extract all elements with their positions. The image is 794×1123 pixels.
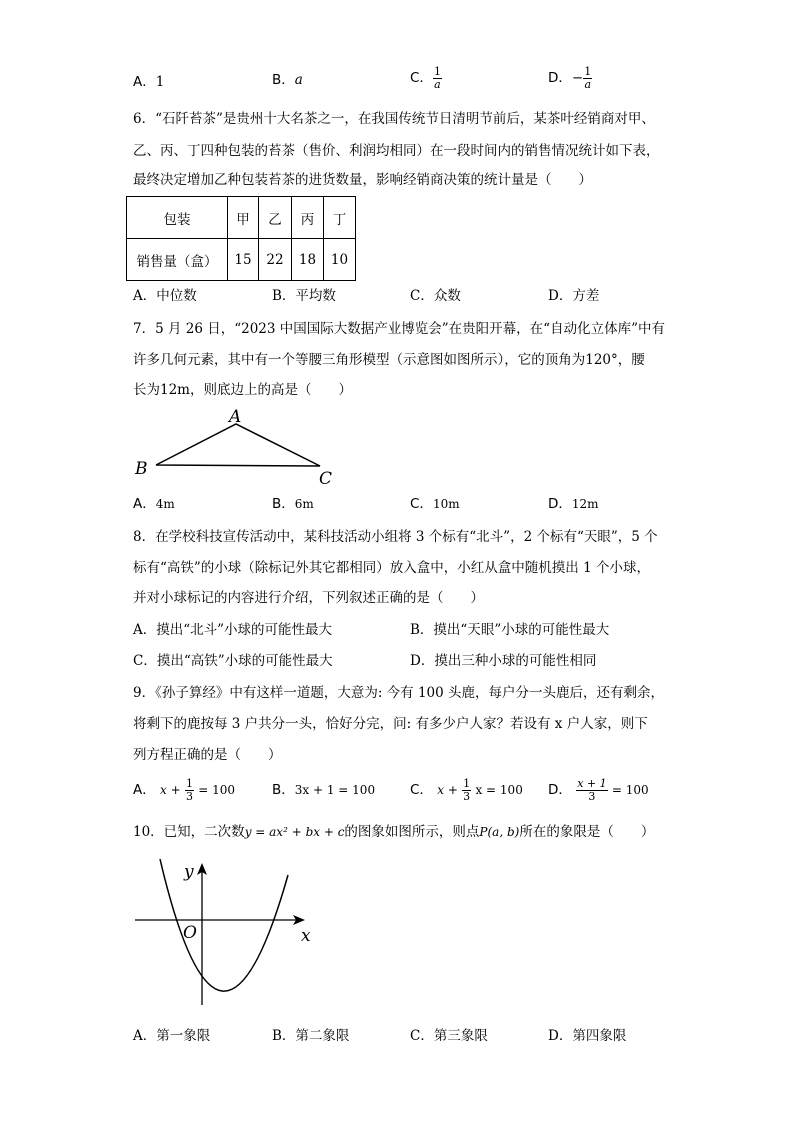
leg-length: 12m (160, 382, 190, 398)
option-label: C． (410, 496, 433, 512)
q9-stem-line2: 将剩下的鹿按每 3 户共分一头，恰好分完，问: 有多少户人家？若设有 x 户人家，则下 (133, 716, 648, 732)
option-label: D． (548, 782, 572, 798)
sales-table (126, 196, 356, 281)
fraction (576, 778, 607, 803)
fraction-numerator: x + 1 (577, 777, 607, 790)
triangle-outline (156, 424, 320, 466)
q9-option-c[interactable] (410, 778, 523, 803)
x-axis-label: x (301, 926, 311, 946)
q10-stem (133, 822, 654, 842)
q10-option-c[interactable]: C．第三象限 (410, 1028, 488, 1044)
equation-part: = 100 (198, 783, 236, 797)
equation-part: = 100 (611, 783, 649, 797)
point-p: P(a, b) (479, 825, 520, 839)
q6-option-d[interactable]: D．方差 (548, 288, 600, 304)
vertex-angle: 120° (585, 352, 618, 368)
q6-option-a[interactable]: A．中位数 (133, 288, 197, 304)
option-label: B． (272, 496, 295, 512)
table-cell: 甲 (228, 197, 259, 239)
vertex-label-c: C (319, 469, 333, 489)
y-axis-label: y (184, 862, 194, 882)
q7-stem-line3 (133, 380, 352, 400)
fraction-numerator: 1 (463, 777, 471, 790)
stem-text: 10．已知，二次数 (133, 824, 245, 840)
option-value: 4m (155, 497, 175, 511)
equation: 3x + 1 = 100 (294, 783, 376, 797)
q9-stem-line3: 列方程正确的是（ ） (133, 747, 282, 763)
vertex-label-b: B (135, 459, 148, 479)
isosceles-triangle-figure (130, 404, 350, 490)
fraction-numerator: 1 (185, 777, 193, 790)
q7-option-c[interactable] (410, 494, 460, 514)
table-cell: 18 (292, 239, 324, 281)
q8-option-b[interactable]: B．摸出“天眼”小球的可能性最大 (410, 622, 610, 638)
fraction-denominator: 3 (463, 790, 471, 803)
minus-sign: − (571, 70, 584, 86)
q5-option-c[interactable] (410, 66, 442, 91)
q8-option-d[interactable]: D．摸出三种小球的可能性相同 (410, 653, 597, 669)
q6-stem-line1: 6．“石阡苔茶”是贵州十大名茶之一，在我国传统节日清明节前后，某茶叶经销商对甲、 (133, 111, 655, 127)
fraction-denominator: a (584, 78, 591, 91)
q5-option-a[interactable] (133, 72, 164, 92)
option-label: C． (410, 70, 433, 86)
stem-text: 许多几何元素，其中有一个等腰三角形模型（示意图如图所示），它的顶角为 (133, 352, 586, 368)
q10-option-d[interactable]: D．第四象限 (548, 1028, 627, 1044)
option-label: D． (548, 70, 572, 86)
fraction (583, 66, 592, 91)
table-row (127, 239, 356, 281)
table-cell: 丁 (324, 197, 356, 239)
table-row (127, 197, 356, 239)
q9-stem-line1: 9．《孙子算经》中有这样一道题，大意为: 今有 100 头鹿，每户分一头鹿后，还有剩余， (133, 685, 665, 701)
parabola-graph (125, 855, 325, 1015)
q7-option-d[interactable] (548, 494, 599, 514)
option-value: 6m (294, 497, 314, 511)
equation-part: x + (437, 783, 458, 797)
option-label: C． (410, 782, 433, 798)
fraction-denominator: 3 (185, 790, 193, 803)
vertex-label-a: A (229, 407, 242, 427)
table-header-cell: 包装 (127, 197, 228, 239)
q5-option-d[interactable] (548, 66, 592, 91)
q9-option-d[interactable] (548, 778, 649, 803)
option-label: A． (133, 496, 156, 512)
option-label: B． (272, 72, 295, 88)
table-header-cell: 销售量（盒） (127, 239, 228, 281)
q6-stem-line2: 乙、丙、丁四种包装的苔茶（售价、利润均相同）在一段时间内的销售情况统计如下表， (133, 143, 660, 159)
q7-option-a[interactable] (133, 494, 175, 514)
stem-text: 长为 (133, 382, 160, 398)
fraction (185, 778, 194, 803)
fraction-numerator: 1 (433, 65, 441, 78)
q9-option-a[interactable] (133, 778, 235, 803)
option-value: 12m (571, 497, 599, 511)
q8-stem-line3: 并对小球标记的内容进行介绍，下列叙述正确的是（ ） (133, 590, 484, 606)
fraction-denominator: 3 (588, 790, 596, 803)
table-cell: 丙 (292, 197, 324, 239)
q6-option-c[interactable]: C．众数 (410, 288, 461, 304)
option-value: 10m (432, 497, 460, 511)
fraction-numerator: 1 (584, 65, 592, 78)
q8-stem-line2: 标有“高铁”的小球（除标记外其它都相同）放入盒中，小红从盒中随机摸出 1 个小球， (133, 560, 650, 576)
option-label: D． (548, 496, 572, 512)
q5-option-b[interactable] (272, 70, 303, 90)
stem-text: 所在的象限是（ ） (519, 824, 655, 840)
quadratic-formula: y = ax² + bx + c (244, 825, 345, 839)
q8-option-c[interactable]: C．摸出“高铁”小球的可能性最大 (133, 653, 333, 669)
q8-stem-line1: 8．在学校科技宣传活动中，某科技活动小组将 3 个标有“北斗”，2 个标有“天眼”，5 个 (133, 529, 658, 545)
q6-stem-line3: 最终决定增加乙种包装苔茶的进货数量，影响经销商决策的统计量是（ ） (133, 172, 592, 188)
fraction (462, 778, 471, 803)
q10-option-a[interactable]: A．第一象限 (133, 1028, 211, 1044)
stem-text: ，则底边上的高是（ ） (189, 382, 352, 398)
equation-part: x + (160, 783, 181, 797)
q8-option-a[interactable]: A．摸出“北斗”小球的可能性最大 (133, 622, 333, 638)
q6-option-b[interactable]: B．平均数 (272, 288, 336, 304)
equation-part: x = 100 (475, 783, 523, 797)
q9-option-b[interactable] (272, 780, 375, 800)
origin-label: O (183, 923, 197, 943)
option-label: A． (133, 782, 156, 798)
q7-option-b[interactable] (272, 494, 314, 514)
table-cell: 10 (324, 239, 356, 281)
fraction-denominator: a (434, 78, 441, 91)
q10-option-b[interactable]: B．第二象限 (272, 1028, 350, 1044)
option-value: a (294, 72, 303, 88)
fraction (433, 66, 442, 91)
stem-text: ，腰 (617, 352, 645, 368)
table-cell: 15 (228, 239, 259, 281)
table-cell: 乙 (259, 197, 292, 239)
option-label: B． (272, 782, 295, 798)
q7-stem-line2 (133, 350, 645, 370)
option-label: A． (133, 74, 156, 90)
parabola-curve (160, 859, 288, 991)
table-cell: 22 (259, 239, 292, 281)
q7-stem-line1: 7．5 月 26 日，“2023 中国国际大数据产业博览会”在贵阳开幕，在“自动化立体库”中有 (133, 321, 665, 337)
option-value: 1 (155, 74, 165, 90)
stem-text: 的图象如图所示，则点 (344, 824, 480, 840)
